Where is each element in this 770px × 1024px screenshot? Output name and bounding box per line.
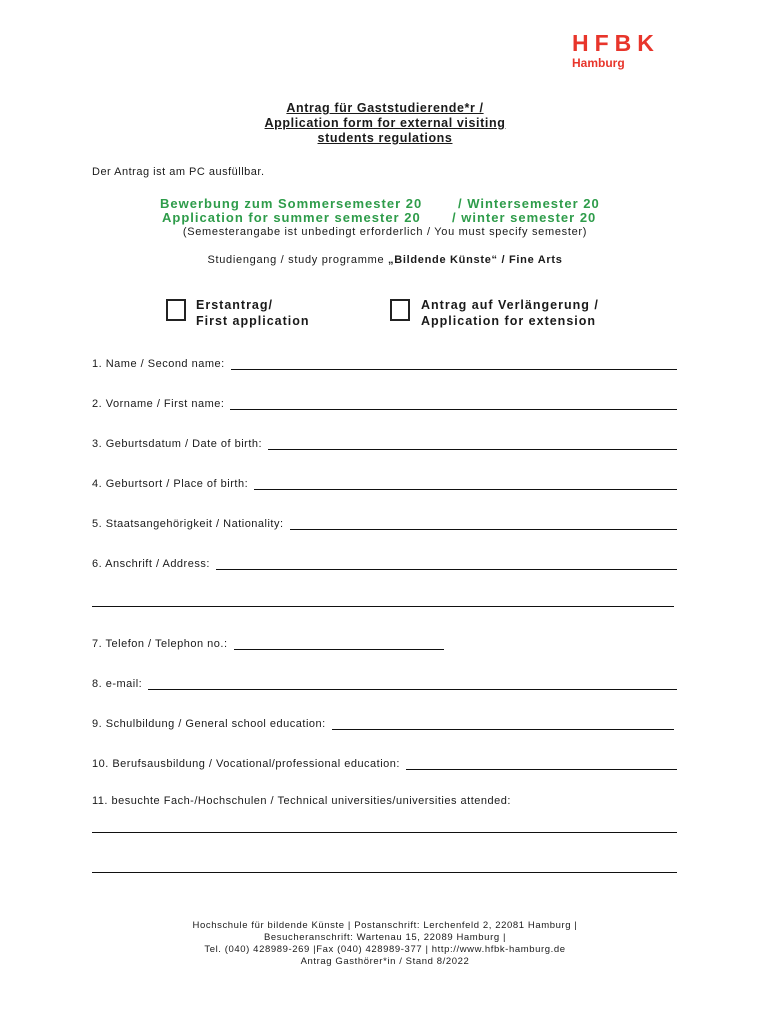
school-education-label: 9. Schulbildung / General school education: [92,718,326,730]
universities-input-line-2[interactable] [92,872,677,873]
date-of-birth-field [92,434,677,450]
winter-semester-de: / Wintersemester 20 [458,196,600,211]
nationality-field [92,514,677,530]
first-name-label: 2. Vorname / First name: [92,398,225,410]
email-field [92,674,677,690]
fillable-note: Der Antrag ist am PC ausfüllbar. [92,166,265,178]
page-footer [0,920,770,968]
extension-checkbox[interactable] [390,299,410,321]
programme-value: „Bildende Künste“ / Fine Arts [388,254,563,266]
vocational-education-label: 10. Berufsausbildung / Vocational/professional education: [92,758,400,770]
winter-semester-en: / winter semester 20 [452,210,597,225]
first-name-field [92,394,677,410]
footer-line-3: Tel. (040) 428989-269 |Fax (040) 428989-377 | http://www.hfbk-hamburg.de [204,944,566,955]
semester-hint: (Semesterangabe ist unbedingt erforderlich / You must specify semester) [182,226,588,238]
programme-prefix: Studiengang / study programme [207,254,389,266]
footer-line-1: Hochschule für bildende Künste | Postanschrift: Lerchenfeld 2, 22081 Hamburg | [192,920,578,931]
summer-semester-en: Application for summer semester 20 [162,210,421,225]
telephone-field [92,634,677,650]
footer-line-4: Antrag Gasthörer*in / Stand 8/2022 [300,956,470,967]
extension-label-de: Antrag auf Verlängerung / [421,298,599,312]
vocational-education-field [92,754,677,770]
place-of-birth-field [92,474,677,490]
name-label: 1. Name / Second name: [92,358,225,370]
first-application-label [196,297,310,329]
name-input-line[interactable] [231,357,677,370]
extension-label [421,297,599,329]
title-line-1: Antrag für Gaststudierende*r / [286,101,484,115]
date-of-birth-input-line[interactable] [268,437,677,450]
address-field [92,554,677,570]
place-of-birth-input-line[interactable] [254,477,677,490]
logo-city: Hamburg [572,56,625,70]
address-label: 6. Anschrift / Address: [92,558,210,570]
name-field [92,354,677,370]
logo-wordmark: HFBK [572,30,660,56]
footer-line-2: Besucheranschrift: Wartenau 15, 22089 Hamburg | [263,932,507,943]
first-application-label-de: Erstantrag/ [196,298,273,312]
telephone-input-line[interactable] [234,637,444,650]
email-input-line[interactable] [148,677,677,690]
date-of-birth-label: 3. Geburtsdatum / Date of birth: [92,438,263,450]
extension-label-en: Application for extension [421,314,597,328]
vocational-education-input-line[interactable] [406,757,677,770]
universities-attended-label: 11. besuchte Fach-/Hochschulen / Technical universities/universities attended: [92,795,511,807]
email-label: 8. e-mail: [92,678,143,690]
title-line-2: Application form for external visiting [264,116,506,130]
school-education-input-line[interactable] [332,717,674,730]
first-application-label-en: First application [196,314,310,328]
telephone-label: 7. Telefon / Telephon no.: [92,638,228,650]
place-of-birth-label: 4. Geburtsort / Place of birth: [92,478,249,490]
nationality-input-line[interactable] [290,517,677,530]
first-name-input-line[interactable] [230,397,677,410]
address-input-line[interactable] [216,557,677,570]
universities-input-line-1[interactable] [92,832,677,833]
study-programme [0,254,770,266]
form-title [0,101,770,146]
first-application-checkbox[interactable] [166,299,186,321]
title-line-3: students regulations [317,131,453,145]
hfbk-logo [572,32,672,70]
summer-semester-de: Bewerbung zum Sommersemester 20 [160,196,423,211]
nationality-label: 5. Staatsangehörigkeit / Nationality: [92,518,284,530]
address-input-line-2[interactable] [92,606,674,607]
school-education-field [92,714,674,730]
